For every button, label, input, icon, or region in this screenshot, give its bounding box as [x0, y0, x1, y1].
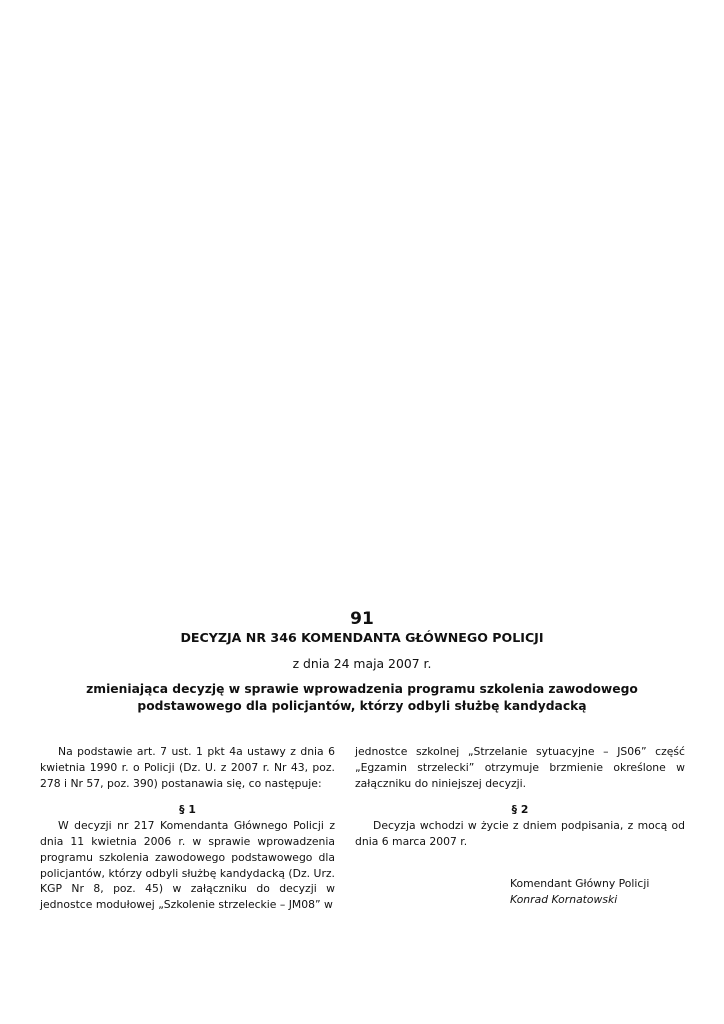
section-2-paragraph: Decyzja wchodzi w życie z dniem podpisania, z mocą od dnia 6 marca 2007 r. [355, 819, 685, 848]
document-title: DECYZJA NR 346 KOMENDANTA GŁÓWNEGO POLICJI [180, 630, 544, 645]
signer-position: Komendant Główny Policji [510, 877, 650, 890]
section-2-heading: § 2 [511, 803, 529, 817]
signer-name: Konrad Kornatowski [510, 893, 618, 906]
document-number: 91 [350, 609, 374, 629]
left-column [40, 744, 335, 913]
document-subject [60, 681, 664, 715]
section-1-paragraph: W decyzji nr 217 Komendanta Głównego Policji z dnia 11 kwietnia 2006 r. w sprawie wprowadzenia programu szkolenia zawodowego podstawowego dla policjantów, którzy odbyli służbę kandydacką (Dz. Urz. KGP Nr 8, poz. 45) w załączniku do decyzji w jednostce modułowej „Szkolenie strzeleckie – JM08” w [40, 819, 335, 912]
section-1-heading: § 1 [179, 803, 196, 817]
right-column [355, 744, 685, 850]
section-1-paragraph-continued: jednostce szkolnej „Strzelanie sytuacyjne – JS06” część „Egzamin strzelecki” otrzymuje brzmienie określone w załączniku do niniejszej decyzji. [355, 745, 685, 790]
subject-line-1: zmieniająca decyzję w sprawie wprowadzenia programu szkolenia zawodowego [86, 682, 638, 696]
subject-line-2: podstawowego dla policjantów, którzy odbyli służbę kandydacką [137, 699, 587, 713]
signature-block [510, 876, 649, 908]
document-date: z dnia 24 maja 2007 r. [292, 656, 432, 671]
preamble-paragraph: Na podstawie art. 7 ust. 1 pkt 4a ustawy z dnia 6 kwietnia 1990 r. o Policji (Dz. U. z 2007 r. Nr 43, poz. 278 i Nr 57, poz. 390) postanawia się, co następuje: [40, 745, 335, 790]
